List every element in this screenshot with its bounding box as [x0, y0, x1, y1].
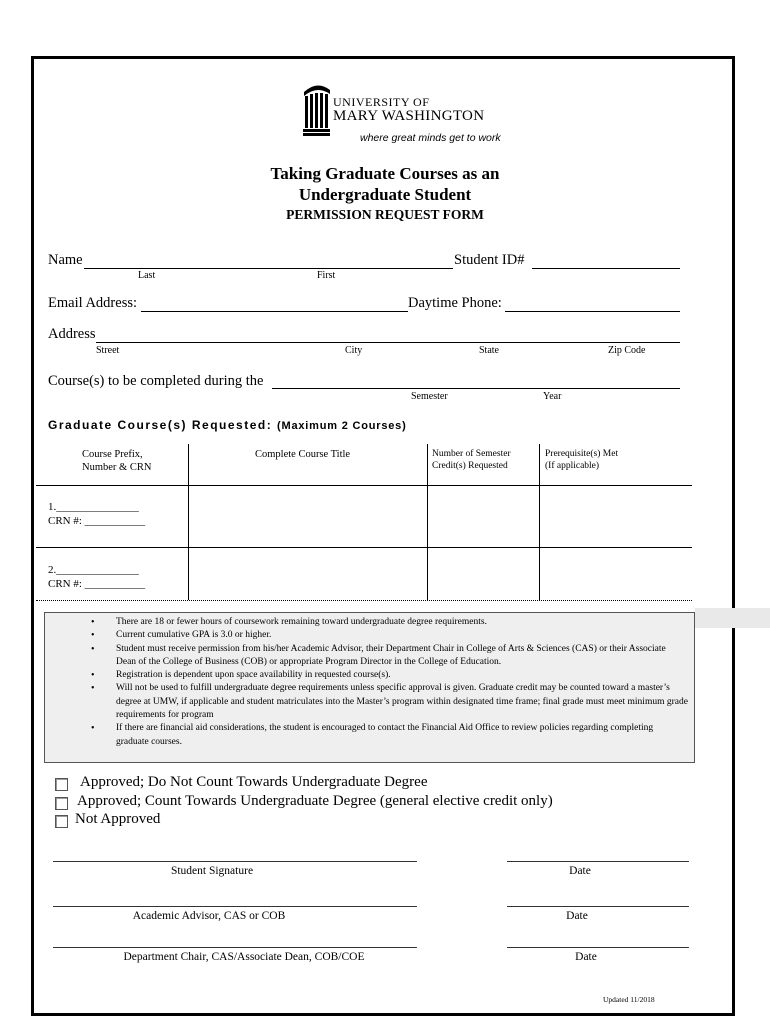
col-header-prereq	[545, 448, 618, 472]
course-prefix-cell[interactable]: 1._______________	[48, 501, 139, 513]
requirement-item: • Registration is dependent upon space availability in requested course(s).	[88, 669, 688, 682]
email-field[interactable]	[141, 311, 408, 312]
col-header-prereq-line-1: Prerequisite(s) Met	[545, 449, 619, 459]
form-title-line-1: Taking Graduate Courses as an	[270, 164, 500, 183]
table-rule	[36, 600, 692, 601]
year-caption: Year	[543, 391, 562, 402]
table-row[interactable]	[48, 563, 145, 591]
requirements-list	[88, 616, 688, 749]
courses-heading-text: Graduate Course(s) Requested:	[48, 418, 273, 432]
chair-date-label: Date	[575, 951, 597, 963]
columns-logo-icon	[302, 82, 332, 138]
logo-line-2: MARY WASHINGTON	[333, 108, 485, 124]
col-header-prefix	[82, 448, 151, 474]
email-label: Email Address:	[48, 295, 138, 311]
student-signature-line[interactable]	[53, 861, 417, 862]
requirement-item: • If there are financial aid considerations, the student is encouraged to contact the Financial Aid Office to review policies regarding completing graduate courses.	[88, 722, 688, 749]
student-date-label: Date	[569, 865, 591, 877]
semester-caption: Semester	[411, 391, 448, 402]
form-title-line-2: Undergraduate Student	[298, 185, 472, 204]
not-approved-checkbox[interactable]	[55, 815, 68, 828]
courses-term-field[interactable]	[272, 388, 680, 389]
name-field[interactable]	[84, 268, 453, 269]
requirements-box-tab	[695, 608, 770, 628]
col-header-prefix-line-2: Number & CRN	[82, 462, 152, 473]
student-id-label: Student ID#	[454, 252, 525, 268]
first-name-caption: First	[317, 270, 336, 281]
col-header-prereq-line-2: (If applicable)	[545, 461, 600, 471]
approved-not-count-label: Approved; Do Not Count Towards Undergraduate Degree	[80, 774, 428, 790]
table-divider	[539, 444, 540, 600]
course-crn-cell[interactable]: CRN #: ___________	[48, 515, 146, 527]
zip-caption: Zip Code	[608, 345, 646, 356]
logo-line-1: UNIVERSITY OF	[333, 95, 430, 109]
col-header-credits-line-2: Credit(s) Requested	[432, 461, 508, 471]
requirement-item: • There are 18 or fewer hours of coursework remaining toward undergraduate degree requirements.	[88, 616, 688, 629]
city-caption: City	[345, 345, 363, 356]
logo-tagline: where great minds get to work	[360, 132, 501, 144]
not-approved-label: Not Approved	[75, 811, 161, 827]
updated-date: Updated 11/2018	[603, 995, 655, 1004]
advisor-signature-line[interactable]	[53, 906, 417, 907]
table-divider	[427, 444, 428, 600]
col-header-title: Complete Course Title	[255, 449, 351, 460]
col-header-credits-line-1: Number of Semester	[432, 449, 511, 459]
courses-term-label: Course(s) to be completed during the	[48, 373, 264, 389]
student-date-line[interactable]	[507, 861, 689, 862]
course-crn-cell[interactable]: CRN #: ___________	[48, 578, 146, 590]
last-name-caption: Last	[138, 270, 156, 281]
requirement-item: • Current cumulative GPA is 3.0 or higher.	[88, 629, 688, 642]
student-id-field[interactable]	[532, 268, 680, 269]
chair-signature-label: Department Chair, CAS/Associate Dean, COB/COE	[123, 951, 365, 963]
street-caption: Street	[96, 345, 120, 356]
state-caption: State	[479, 345, 499, 356]
address-field[interactable]	[96, 342, 680, 343]
approved-count-checkbox[interactable]	[55, 797, 68, 810]
chair-date-line[interactable]	[507, 947, 689, 948]
form-subtitle: PERMISSION REQUEST FORM	[286, 207, 484, 222]
address-label: Address	[48, 326, 96, 342]
phone-label: Daytime Phone:	[408, 295, 502, 311]
table-row[interactable]	[48, 500, 145, 528]
requirement-item: • Student must receive permission from his/her Academic Advisor, their Department Chair in College of Arts & Sciences (CAS) or their Associate Dean of the College of Business (COB) or appropriate Program Director in the College of Education.	[88, 643, 688, 670]
table-rule	[36, 485, 692, 486]
advisor-signature-label: Academic Advisor, CAS or COB	[132, 910, 286, 922]
table-divider	[188, 444, 189, 600]
course-prefix-cell[interactable]: 2._______________	[48, 564, 139, 576]
courses-heading-note: (Maximum 2 Courses)	[277, 420, 407, 432]
advisor-date-line[interactable]	[507, 906, 689, 907]
advisor-date-label: Date	[566, 910, 588, 922]
name-label: Name	[48, 252, 83, 268]
requirement-item: • Will not be used to fulfill undergraduate degree requirements unless specific approval is given. Graduate credit may be counted toward a master’s degree at UMW, if applicable and student matriculates into the Master’s program within designated time frame; final grade must meet minimum grade requirements for program	[88, 682, 688, 722]
courses-heading	[48, 418, 407, 432]
chair-signature-line[interactable]	[53, 947, 417, 948]
col-header-credits	[432, 448, 511, 472]
university-logo	[300, 80, 500, 150]
phone-field[interactable]	[505, 311, 680, 312]
approved-not-count-checkbox[interactable]	[55, 778, 68, 791]
approved-count-label: Approved; Count Towards Undergraduate Degree (general elective credit only)	[77, 793, 553, 809]
student-signature-label: Student Signature	[170, 865, 254, 877]
table-rule	[36, 547, 692, 548]
col-header-prefix-line-1: Course Prefix,	[82, 449, 143, 460]
